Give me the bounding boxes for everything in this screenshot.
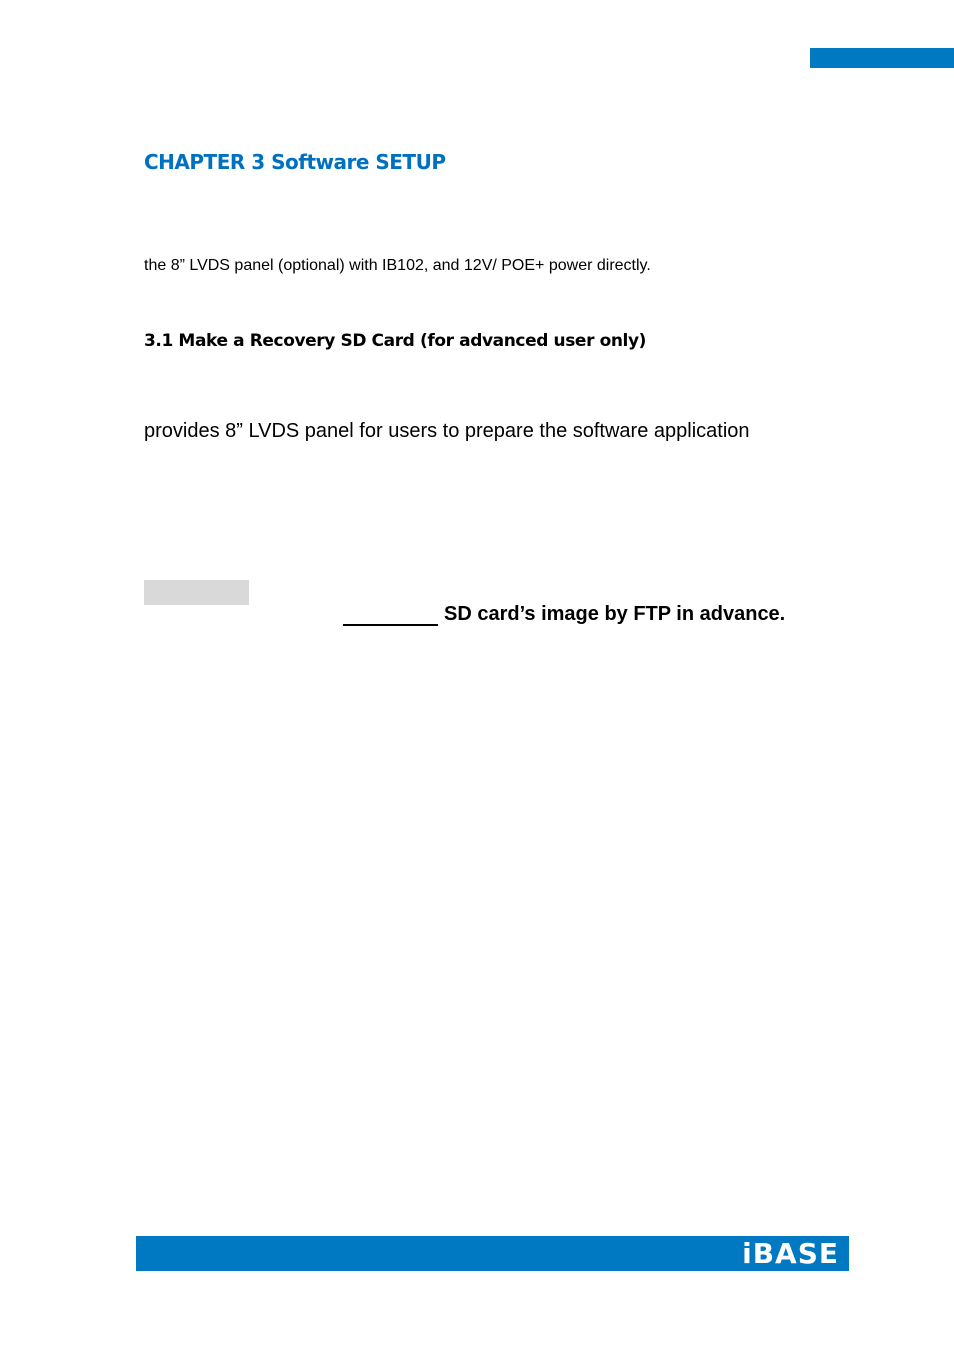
body-paragraph: provides 8” LVDS panel for users to prepare the software application bbox=[144, 420, 750, 442]
intro-paragraph: the 8” LVDS panel (optional) with IB102, and 12V/ POE+ power directly. bbox=[144, 257, 651, 274]
note-paragraph: SD card’s image by FTP in advance. bbox=[444, 603, 786, 625]
note-label-highlight bbox=[144, 580, 249, 605]
chapter-title: CHAPTER 3 Software SETUP bbox=[144, 150, 446, 174]
header-tab-bar bbox=[810, 48, 954, 68]
ibase-logo: iBASE bbox=[742, 1237, 839, 1270]
underline-blank bbox=[343, 624, 438, 626]
section-heading: 3.1 Make a Recovery SD Card (for advanced user only) bbox=[144, 331, 647, 351]
footer-bar bbox=[136, 1236, 849, 1271]
